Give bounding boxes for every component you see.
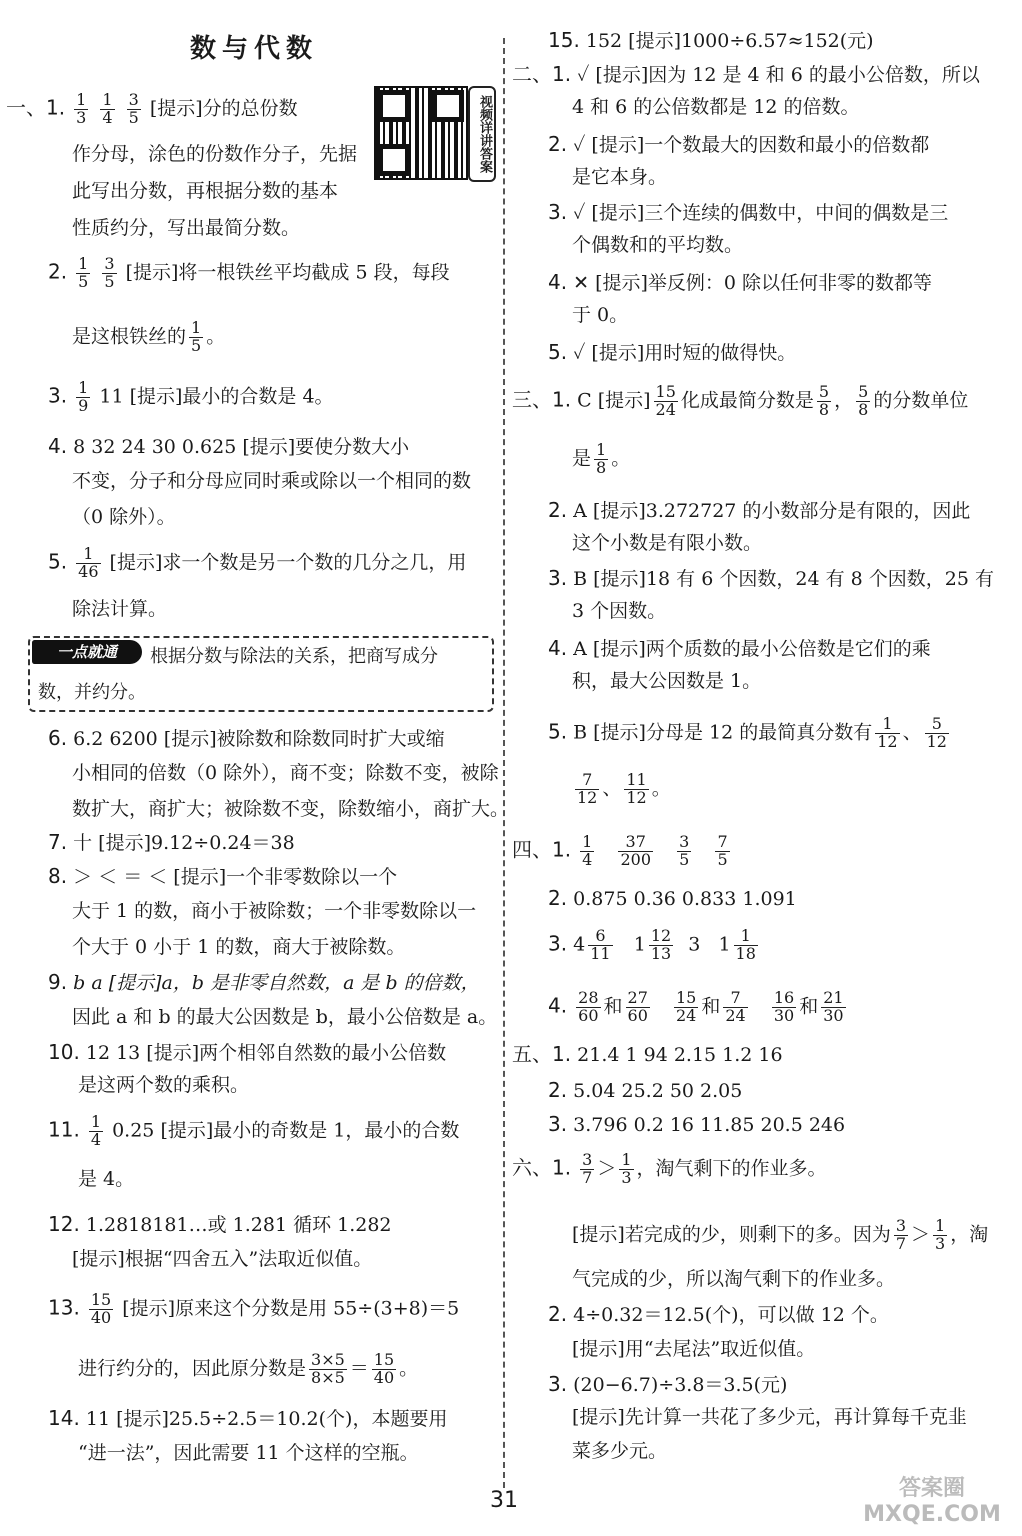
answer-6-1: 六、1. $\frac{3}{7}$ ＞ $\frac{1}{3}$ ，淘气剩下的作业多。 xyxy=(512,1150,827,1187)
answer-3-3-hint: 3 个因数。 xyxy=(572,600,667,622)
answer-1-1-hint: 性质约分，写出最简分数。 xyxy=(72,217,301,239)
answer-5-1: 五、1. 21.4 1 94 2.15 1.2 16 xyxy=(512,1042,783,1066)
answer-3-1-hint: 是 $\frac{1}{8}$ 。 xyxy=(572,440,631,477)
answer-2-1-hint: 4 和 6 的公倍数都是 12 的倍数。 xyxy=(572,96,860,118)
answer-2-5: 5. ✓ [提示]用时短的做得快。 xyxy=(548,340,797,364)
answer-1-14: 14. 11 [提示]25.5÷2.5＝10.2(个)，本题要用 xyxy=(48,1406,448,1430)
page-number: 31 xyxy=(490,1488,518,1513)
answer-1-4: 4. 8 32 24 30 0.625 [提示]要使分数大小 xyxy=(48,434,410,458)
tip-text: 根据分数与除法的关系，把商写成分 xyxy=(150,646,438,667)
answer-4-1: 四、1. $\frac{1}{4}$ $\frac{37}{200}$ $\frac{3}{5}$ $\frac{7}{5}$ xyxy=(512,832,728,869)
answer-3-3: 3. B [提示]18 有 6 个因数，24 有 8 个因数，25 有 xyxy=(548,566,994,590)
answer-6-3: 3. (20−6.7)÷3.8＝3.5(元) xyxy=(548,1372,788,1396)
answer-6-1-hint: 气完成的少，所以淘气剩下的作业多。 xyxy=(572,1268,896,1290)
answer-2-2-hint: 是它本身。 xyxy=(572,166,668,188)
answer-1-15: 15. 152 [提示]1000÷6.57≈152(元) xyxy=(548,28,874,52)
answer-2-4-hint: 于 0。 xyxy=(572,304,629,326)
answer-1-2: 2. $\frac{1}{5}$ $\frac{3}{5}$ [提示]将一根铁丝平均截成 5 段，每段 xyxy=(48,254,450,291)
answer-1-8-hint: 大于 1 的数，商小于被除数；一个非零数除以一 xyxy=(72,900,477,922)
answer-3-5: 5. B [提示]分母是 12 的最简真分数有 $\frac{1}{12}$ 、 $\frac{5}{12}$ xyxy=(548,714,947,751)
answer-1-6-hint: 数扩大，商扩大；被除数不变，除数缩小，商扩大。 xyxy=(72,798,510,820)
column-divider xyxy=(503,38,505,1488)
answer-1-2-hint: 是这根铁丝的 $\frac{1}{5}$ 。 xyxy=(72,318,226,355)
answer-1-9-hint: 因此 a 和 b 的最大公因数是 b，最小公倍数是 a。 xyxy=(72,1006,498,1028)
answer-1-5: 5. $\frac{1}{46}$ [提示]求一个数是另一个数的几分之几，用 xyxy=(48,544,467,581)
qr-code[interactable] xyxy=(374,86,468,180)
answer-6-3-hint: [提示]先计算一共花了多少元，再计算每千克韭 xyxy=(572,1406,967,1428)
page-title: 数与代数 xyxy=(190,34,319,64)
answer-1-6-hint: 小相同的倍数（0 除外），商不变；除数不变，被除 xyxy=(72,762,499,784)
answer-6-3-hint: 菜多少元。 xyxy=(572,1440,668,1462)
answer-3-1: 三、1. C [提示] $\frac{15}{24}$ 化成最简分数是 $\frac{5}{8}$ ， $\frac{5}{8}$ 的分数单位 xyxy=(512,382,969,419)
tip-text: 数，并约分。 xyxy=(38,682,146,703)
answer-4-3: 3. 4 $\frac{6}{11}$ 1 $\frac{12}{13}$ 3 1 $\frac{1}{18}$ xyxy=(548,926,756,963)
answer-2-3-hint: 个偶数和的平均数。 xyxy=(572,234,744,256)
answer-1-10: 10. 12 13 [提示]两个相邻自然数的最小公倍数 xyxy=(48,1040,447,1064)
answer-5-2: 2. 5.04 25.2 50 2.05 xyxy=(548,1078,743,1102)
answer-1-7: 7. 十 [提示]9.12÷0.24＝38 xyxy=(48,830,295,854)
answer-6-2-hint: [提示]用“去尾法”取近似值。 xyxy=(572,1338,816,1360)
answer-3-4-hint: 积，最大公因数是 1。 xyxy=(572,670,762,692)
answer-1-12-hint: [提示]根据“四舍五入”法取近似值。 xyxy=(72,1248,373,1270)
answer-1-4-hint: （0 除外）。 xyxy=(72,506,176,528)
answer-5-3: 3. 3.796 0.2 16 11.85 20.5 246 xyxy=(548,1112,846,1136)
answer-1-1-hint: 作分母，涂色的份数作分子，先据 xyxy=(72,143,358,165)
answer-1-13: 13. $\frac{15}{40}$ [提示]原来这个分数是用 55÷(3+8)＝5 xyxy=(48,1290,460,1327)
answer-2-2: 2. ✓ [提示]一个数最大的因数和最小的倍数都 xyxy=(548,132,930,156)
answer-1-13-hint: 进行约分的，因此原分数是 $\frac{3\times 5}{8\times 5}$ ＝ $\frac{15}{40}$ 。 xyxy=(78,1350,419,1387)
answer-1-1: 一、1. $\frac{1}{3}$ $\frac{1}{4}$ $\frac{3}{5}$ [提示]分的总份数 xyxy=(6,90,298,127)
answer-3-5-hint: $\frac{7}{12}$ 、 $\frac{11}{12}$ 。 xyxy=(577,770,671,807)
answer-1-12: 12. 1.2818181…或 1.2̇8̇1 循环 1.282 xyxy=(48,1212,392,1236)
answer-4-4: 4. $\frac{28}{60}$ 和 $\frac{27}{60}$ $\frac{15}{24}$ 和 $\frac{7}{24}$ $\frac{16}{30}$ 和 $\frac{21}{30}$ xyxy=(548,988,844,1025)
answer-1-14-hint: “进一法”，因此需要 11 个这样的空瓶。 xyxy=(78,1442,419,1464)
answer-1-11-hint: 是 4。 xyxy=(78,1168,135,1190)
tip-badge: 一点就通 xyxy=(32,640,142,664)
answer-3-2-hint: 这个小数是有限小数。 xyxy=(572,532,763,554)
answer-1-4-hint: 不变，分子和分母应同时乘或除以一个相同的数 xyxy=(72,470,472,492)
answer-1-11: 11. $\frac{1}{4}$ 0.25 [提示]最小的奇数是 1，最小的合数 xyxy=(48,1112,460,1149)
answer-6-1-hint: [提示]若完成的少，则剩下的多。因为 $\frac{3}{7}$ ＞ $\frac{1}{3}$ ，淘 xyxy=(572,1216,989,1253)
answer-3-2: 2. A [提示]3.272727 的小数部分是有限的，因此 xyxy=(548,498,971,522)
answer-6-2: 2. 4÷0.32＝12.5(个)，可以做 12 个。 xyxy=(548,1302,889,1326)
answer-1-8-hint: 个大于 0 小于 1 的数，商大于被除数。 xyxy=(72,936,406,958)
answer-1-3: 3. $\frac{1}{9}$ 11 [提示]最小的合数是 4。 xyxy=(48,378,334,415)
answer-1-6: 6. 6.2 6200 [提示]被除数和除数同时扩大或缩 xyxy=(48,726,445,750)
answer-2-3: 3. ✓ [提示]三个连续的偶数中，中间的偶数是三 xyxy=(548,200,949,224)
answer-4-2: 2. 0.875 0.36 0.833 1.091 xyxy=(548,886,797,910)
answer-3-4: 4. A [提示]两个质数的最小公倍数是它们的乘 xyxy=(548,636,931,660)
answer-1-9: 9. b a [提示]a，b 是非零自然数，a 是 b 的倍数， xyxy=(48,970,480,994)
watermark: 答案圈 MXQE.COM xyxy=(863,1476,1001,1527)
answer-1-10-hint: 是这两个数的乘积。 xyxy=(78,1074,250,1096)
answer-2-1: 二、1. ✓ [提示]因为 12 是 4 和 6 的最小公倍数，所以 xyxy=(512,62,980,86)
answer-2-4: 4. ✕ [提示]举反例：0 除以任何非零的数都等 xyxy=(548,270,933,294)
answer-1-8: 8. ＞ ＜ ＝ ＜ [提示]一个非零数除以一个 xyxy=(48,864,398,888)
answer-1-1-hint: 此写出分数，再根据分数的基本 xyxy=(72,180,339,202)
qr-caption: 视频详讲答案 xyxy=(468,86,496,182)
answer-1-5-hint: 除法计算。 xyxy=(72,598,168,620)
